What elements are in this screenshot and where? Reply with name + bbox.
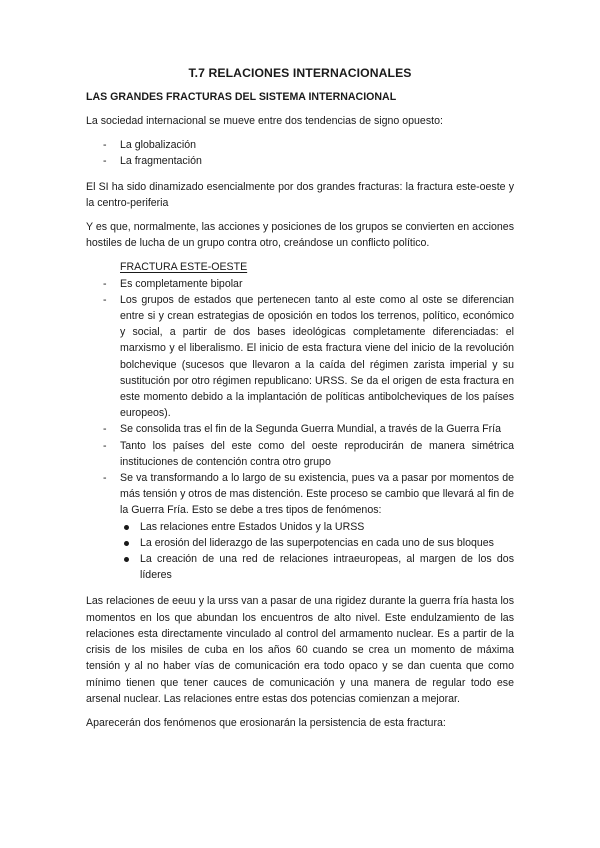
fractura-heading-text: FRACTURA ESTE-OESTE xyxy=(120,261,248,274)
list-item: - Los grupos de estados que pertenecen tanto al este como al oste se diferencian entre si y crean estrategias de oposición en todos los terrenos, político, económico y social, a partir de dos bases ideológicas completamente diferenciadas: el marxismo y el liberalismo. El inicio de esta fractura viene del inicio de la revolución bolchevique (sucesos que llevaron a la caída del régimen zarista imperial y su sustitución por otro régimen republicano: URSS. Se da el origen de esta fractura en este momento debido a la implantación de políticas antibolcheviques de los países europeos). xyxy=(86,292,514,422)
fenomenos-list xyxy=(120,519,514,584)
intro-paragraph: La sociedad internacional se mueve entre dos tendencias de signo opuesto: xyxy=(86,115,443,127)
list-item: - Se consolida tras el fin de la Segunda Guerra Mundial, a través de la Guerra Fría xyxy=(86,421,514,437)
paragraph-relaciones: Las relaciones de eeuu y la urss van a pasar de una rigidez durante la guerra fría hasta los momentos en los que abundan los encuentros de alto nivel. Este endulzamiento de las relaciones esta directamente vinculado al control del armamento nuclear. Es a partir de la crisis de los misiles de cuba en los años 60 cuando se crea un momento de máxima tensión y al no haber vías de comunicación era todo opaco y se dan cuenta que como mínimo tienen que tener cauces de comunicación y una manera de regular todo ese arsenal nuclear. Las relaciones entre estas dos potencias comienzan a mejorar. xyxy=(86,595,514,705)
list-item: - Tanto los países del este como del oeste reproducirán de manera simétrica instituciones de contención contra otro grupo xyxy=(86,438,514,470)
fractura-heading xyxy=(86,259,514,275)
list-item xyxy=(86,470,514,583)
bullet-item: Las relaciones entre Estados Unidos y la URSS xyxy=(120,519,514,535)
list-item: - La globalización xyxy=(86,137,514,153)
paragraph-fracturas: El SI ha sido dinamizado esencialmente por dos grandes fracturas: la fractura este-oeste y la centro-periferia xyxy=(86,180,514,209)
fractura-list xyxy=(86,276,514,584)
section-subtitle: LAS GRANDES FRACTURAS DEL SISTEMA INTERNACIONAL xyxy=(86,91,397,103)
paragraph-fenomenos: Aparecerán dos fenómenos que erosionarán la persistencia de esta fractura: xyxy=(86,716,446,729)
list-item-text: Se va transformando a lo largo de su existencia, pues va a pasar por momentos de más tensión y otros de mas distención. Este proceso se cambio que llevará al fin de la Guerra Fría. Esto se debe a tres tipos de fenómenos: xyxy=(120,472,514,517)
paragraph-conflicto: Y es que, normalmente, las acciones y posiciones de los grupos se convierten en acciones hostiles de lucha de un grupo contra otro, creándose un conflicto político. xyxy=(86,221,514,250)
tendencias-list xyxy=(86,137,514,169)
list-item: - La fragmentación xyxy=(86,153,514,169)
document-title: T.7 RELACIONES INTERNACIONALES xyxy=(188,66,412,80)
bullet-item: La creación de una red de relaciones intraeuropeas, al margen de los dos líderes xyxy=(120,551,514,583)
list-item: - Es completamente bipolar xyxy=(86,276,514,292)
bullet-item: La erosión del liderazgo de las superpotencias en cada uno de sus bloques xyxy=(120,535,514,551)
